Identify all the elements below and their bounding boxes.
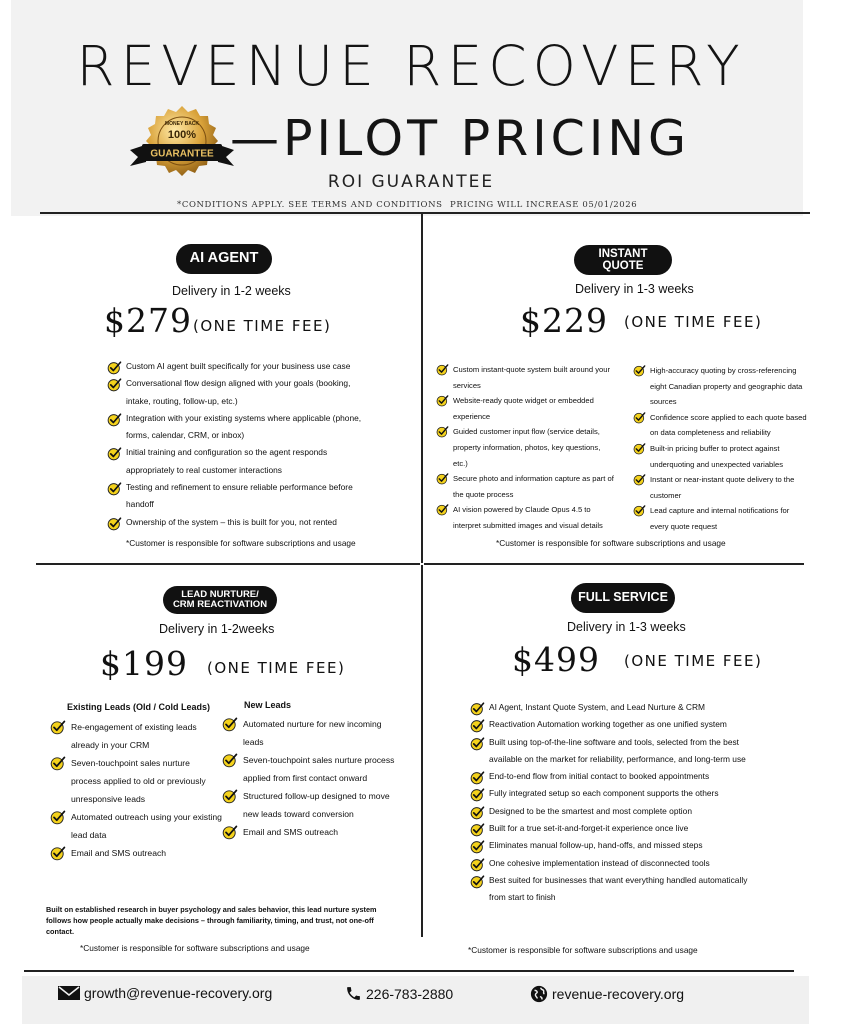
lead-nurture-price: $199 bbox=[100, 644, 188, 683]
check-circle-icon bbox=[470, 770, 485, 785]
list-item: High-accuracy quoting by cross-referencing eight Canadian property and geographic data sources bbox=[633, 363, 808, 410]
list-item: Confidence score applied to each quote based on data completeness and reliability bbox=[633, 410, 808, 441]
check-circle-icon bbox=[470, 701, 485, 716]
check-circle-icon bbox=[436, 425, 449, 438]
instant-quote-feature-list-left bbox=[436, 362, 616, 534]
check-circle-icon bbox=[222, 788, 238, 804]
ai-agent-feature-list bbox=[107, 358, 375, 531]
list-item: Reactivation Automation working together as one unified system bbox=[470, 716, 760, 733]
website-url[interactable]: revenue-recovery.org bbox=[552, 986, 685, 1002]
check-circle-icon bbox=[470, 787, 485, 802]
lead-nurture-plan-label bbox=[163, 586, 277, 614]
check-circle-icon bbox=[107, 412, 122, 427]
check-circle-icon bbox=[470, 822, 485, 837]
instant-quote-plan-label bbox=[574, 245, 672, 275]
ai-agent-price: $279 bbox=[104, 301, 192, 340]
full-service-subscription-note: *Customer is responsible for software subscriptions and usage bbox=[468, 945, 698, 955]
check-circle-icon bbox=[222, 824, 238, 840]
list-item: Website-ready quote widget or embedded experience bbox=[436, 393, 616, 424]
badge-percent-text: 100% bbox=[167, 129, 197, 141]
check-circle-icon bbox=[470, 874, 485, 889]
check-circle-icon bbox=[107, 446, 122, 461]
list-item: Conversational flow design aligned with your goals (booking, intake, routing, follow-up, etc.) bbox=[107, 375, 375, 410]
check-circle-icon bbox=[470, 857, 485, 872]
price-increase-note: PRICING WILL INCREASE 05/01/2026 bbox=[450, 200, 638, 210]
full-service-fee: (ONE TIME FEE) bbox=[624, 652, 763, 670]
list-item: Built using top-of-the-line software and tools, selected from the best available on the market for reliability, performance, and long-term use bbox=[470, 734, 760, 769]
list-item: Custom AI agent built specifically for your business use case bbox=[107, 358, 375, 375]
list-item: AI vision powered by Claude Opus 4.5 to interpret submitted images and visual details bbox=[436, 502, 616, 533]
check-circle-icon bbox=[470, 839, 485, 854]
full-service-delivery: Delivery in 1-3 weeks bbox=[567, 620, 686, 634]
badge-ribbon-text: GUARANTEE bbox=[150, 148, 214, 160]
check-circle-icon bbox=[470, 718, 485, 733]
list-item: Secure photo and information capture as part of the quote process bbox=[436, 471, 616, 502]
instant-quote-price: $229 bbox=[520, 301, 608, 340]
check-circle-icon bbox=[50, 719, 66, 735]
list-item: Seven-touchpoint sales nurture process applied to old or previously unresponsive leads bbox=[50, 754, 222, 808]
new-leads-heading: New Leads bbox=[244, 700, 292, 710]
phone-number[interactable]: 226-783-2880 bbox=[366, 985, 454, 1002]
full-service-plan-label bbox=[571, 583, 675, 613]
email-address[interactable]: growth@revenue-recovery.org bbox=[84, 985, 273, 1001]
list-item: AI Agent, Instant Quote System, and Lead Nurture & CRM bbox=[470, 699, 760, 716]
existing-leads-heading: Existing Leads (Old / Cold Leads) bbox=[67, 702, 211, 712]
check-circle-icon bbox=[436, 363, 449, 376]
check-circle-icon bbox=[436, 503, 449, 516]
vertical-divider-top bbox=[421, 213, 423, 563]
header-divider bbox=[40, 212, 810, 214]
ai-agent-fee: (ONE TIME FEE) bbox=[193, 317, 332, 335]
list-item: Best suited for businesses that want everything handled automatically from start to finish bbox=[470, 872, 760, 907]
list-item: Lead capture and internal notifications for every quote request bbox=[633, 503, 808, 534]
check-circle-icon bbox=[50, 809, 66, 825]
check-circle-icon bbox=[633, 442, 646, 455]
list-item: Guided customer input flow (service details, property information, photos, key questions, etc.) bbox=[436, 424, 616, 471]
full-service-price: $499 bbox=[512, 640, 600, 679]
list-item: Automated outreach using your existing lead data bbox=[50, 808, 222, 844]
lead-nurture-fee: (ONE TIME FEE) bbox=[207, 659, 346, 677]
list-item: Instant or near-instant quote delivery to the customer bbox=[633, 472, 808, 503]
ai-agent-subscription-note: *Customer is responsible for software subscriptions and usage bbox=[126, 538, 356, 548]
footer-divider bbox=[24, 970, 794, 972]
check-circle-icon bbox=[107, 360, 122, 375]
list-item: Integration with your existing systems where applicable (phone, forms, calendar, CRM, or inbox) bbox=[107, 410, 375, 445]
check-circle-icon bbox=[107, 377, 122, 392]
lead-nurture-plan-name-line2: CRM REACTIVATION bbox=[172, 599, 268, 610]
existing-leads-list bbox=[50, 718, 222, 862]
list-item: Fully integrated setup so each component supports the others bbox=[470, 785, 760, 802]
lead-nurture-plan-name-line1: LEAD NURTURE/ bbox=[181, 589, 259, 601]
list-item: Email and SMS outreach bbox=[50, 844, 222, 862]
middle-divider-left bbox=[36, 563, 420, 565]
email-contact[interactable] bbox=[58, 985, 272, 1001]
page-subtitle: —PILOT PRICING bbox=[230, 110, 690, 167]
badge-top-text: MONEY BACK bbox=[164, 121, 200, 127]
list-item: Built for a true set-it-and-forget-it experience once live bbox=[470, 820, 760, 837]
research-statement: Built on established research in buyer psychology and sales behavior, this lead nurture system follows how people actually make decisions – through familiarity, timing, and trust, not one-off contact. bbox=[46, 905, 377, 936]
check-circle-icon bbox=[470, 805, 485, 820]
instant-quote-delivery: Delivery in 1-3 weeks bbox=[575, 282, 694, 296]
instant-quote-plan-name-line1: INSTANT bbox=[598, 247, 648, 260]
envelope-icon bbox=[58, 985, 80, 1001]
list-item: Email and SMS outreach bbox=[222, 823, 404, 841]
lead-nurture-delivery: Delivery in 1-2weeks bbox=[159, 622, 275, 636]
check-circle-icon bbox=[470, 736, 485, 751]
full-service-feature-list bbox=[470, 699, 760, 907]
ai-agent-plan-name: AI AGENT bbox=[189, 250, 259, 267]
full-service-plan-name: FULL SERVICE bbox=[578, 590, 668, 605]
list-item: Custom instant-quote system built around your services bbox=[436, 362, 616, 393]
list-item: Seven-touchpoint sales nurture process applied from first contact onward bbox=[222, 751, 404, 787]
ai-agent-delivery: Delivery in 1-2 weeks bbox=[172, 284, 291, 298]
list-item: Re-engagement of existing leads already in your CRM bbox=[50, 718, 222, 754]
list-item: Designed to be the smartest and most complete option bbox=[470, 803, 760, 820]
list-item: Testing and refinement to ensure reliable performance before handoff bbox=[107, 479, 375, 514]
check-circle-icon bbox=[107, 516, 122, 531]
check-circle-icon bbox=[633, 504, 646, 517]
globe-icon bbox=[530, 985, 548, 1003]
middle-divider-right bbox=[424, 563, 804, 565]
conditions-note: *CONDITIONS APPLY. SEE TERMS AND CONDITIONS bbox=[177, 200, 443, 210]
list-item: Initial training and configuration so the agent responds appropriately to real customer interactions bbox=[107, 444, 375, 479]
page-title: REVENUE RECOVERY bbox=[76, 34, 746, 98]
check-circle-icon bbox=[633, 473, 646, 486]
check-circle-icon bbox=[436, 472, 449, 485]
phone-icon bbox=[345, 985, 362, 1002]
vertical-divider-bottom bbox=[421, 565, 423, 937]
check-circle-icon bbox=[436, 394, 449, 407]
check-circle-icon bbox=[633, 364, 646, 377]
roi-guarantee-label: ROI GUARANTEE bbox=[327, 172, 495, 192]
check-circle-icon bbox=[107, 481, 122, 496]
check-circle-icon bbox=[50, 845, 66, 861]
check-circle-icon bbox=[222, 752, 238, 768]
phone-contact[interactable] bbox=[345, 985, 453, 1002]
list-item: Ownership of the system – this is built for you, not rented bbox=[107, 514, 375, 531]
list-item: Eliminates manual follow-up, hand-offs, and missed steps bbox=[470, 837, 760, 854]
check-circle-icon bbox=[222, 716, 238, 732]
list-item: One cohesive implementation instead of disconnected tools bbox=[470, 855, 760, 872]
list-item: Structured follow-up designed to move new leads toward conversion bbox=[222, 787, 404, 823]
website-contact[interactable] bbox=[530, 985, 684, 1003]
lead-nurture-subscription-note: *Customer is responsible for software subscriptions and usage bbox=[80, 943, 310, 953]
new-leads-list bbox=[222, 715, 404, 841]
instant-quote-fee: (ONE TIME FEE) bbox=[624, 313, 763, 331]
check-circle-icon bbox=[633, 411, 646, 424]
instant-quote-feature-list-right bbox=[633, 363, 808, 535]
instant-quote-subscription-note: *Customer is responsible for software subscriptions and usage bbox=[496, 538, 726, 548]
check-circle-icon bbox=[50, 755, 66, 771]
list-item: End-to-end flow from initial contact to booked appointments bbox=[470, 768, 760, 785]
instant-quote-plan-name-line2: QUOTE bbox=[602, 260, 644, 272]
ai-agent-plan-label bbox=[176, 244, 272, 274]
list-item: Automated nurture for new incoming leads bbox=[222, 715, 404, 751]
list-item: Built-in pricing buffer to protect against underquoting and unexpected variables bbox=[633, 441, 808, 472]
